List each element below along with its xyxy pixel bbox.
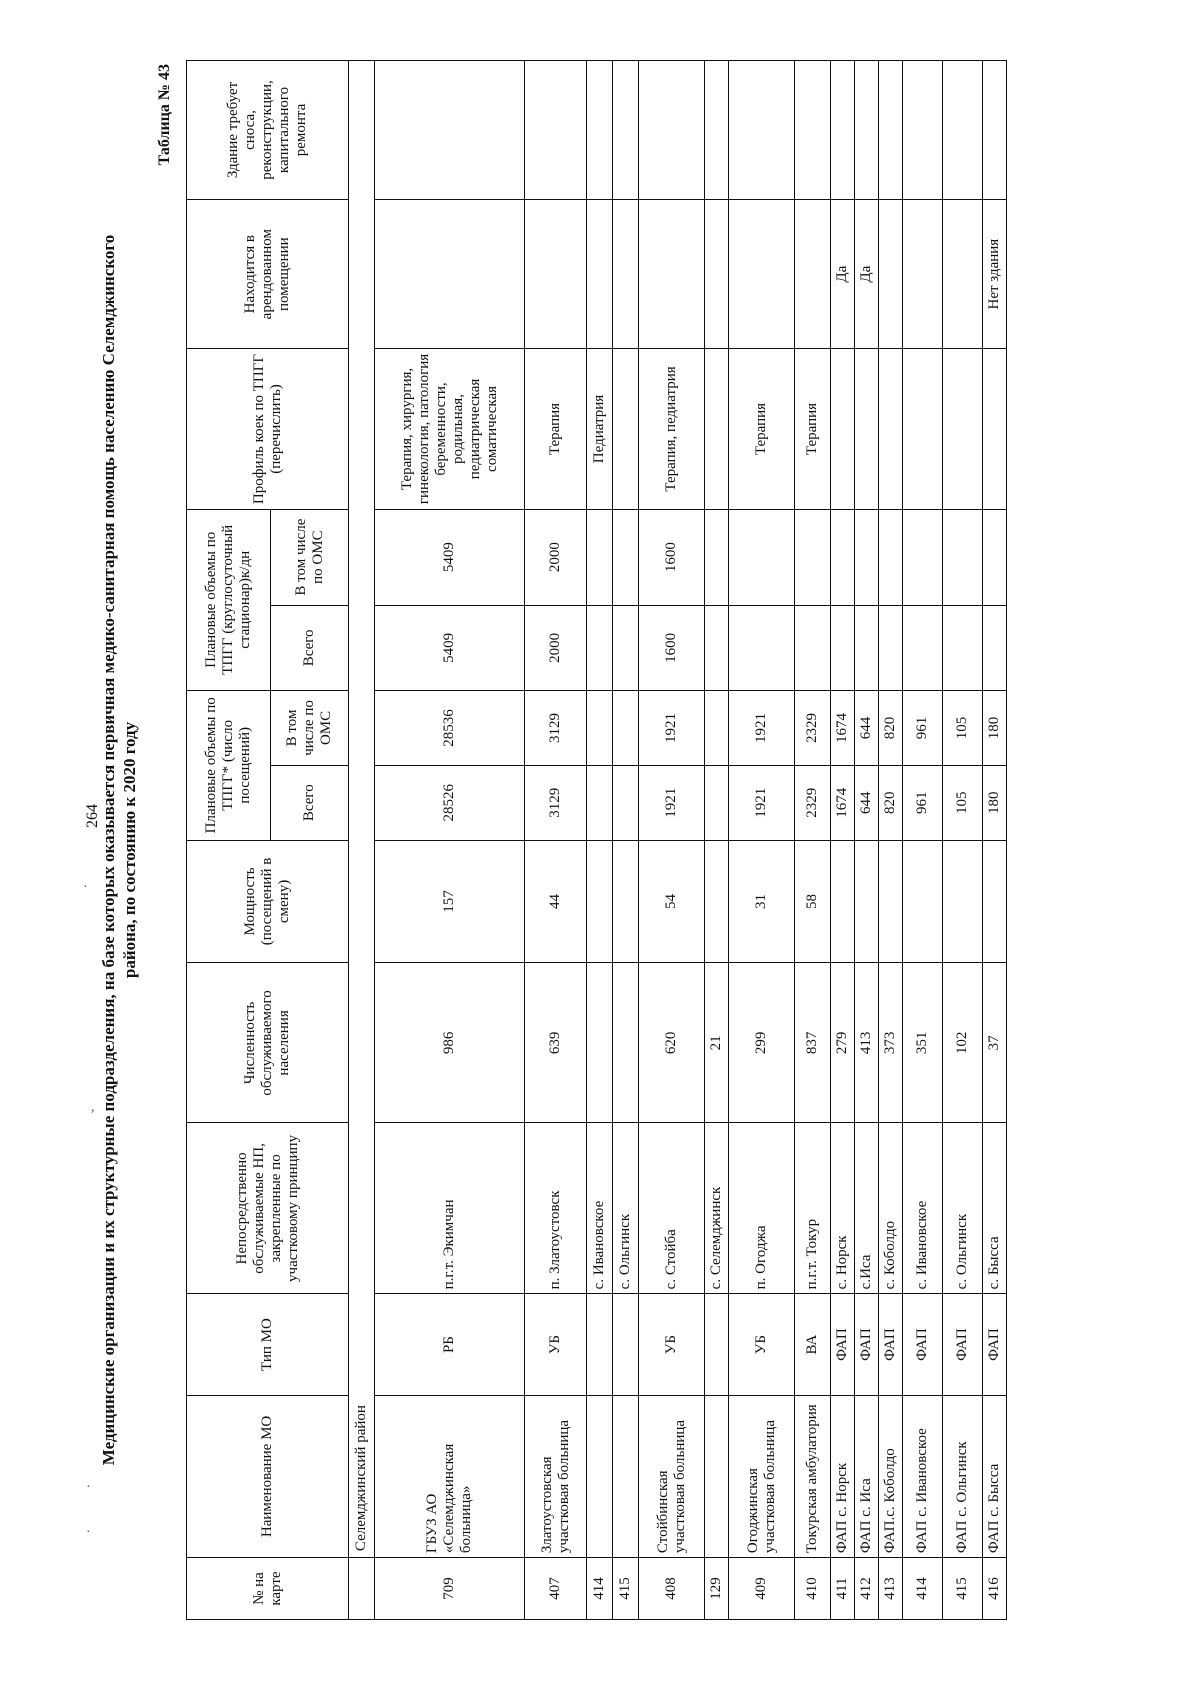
np-cell: п. Огоджа	[729, 1123, 795, 1294]
profile-cell	[879, 349, 903, 509]
type-cell: УБ	[639, 1294, 705, 1395]
visits-total-cell: 1921	[639, 765, 705, 840]
stray-mark: ·	[83, 880, 88, 895]
rented-cell	[639, 199, 705, 348]
beds-oms-cell: 5409	[375, 509, 525, 605]
visits-oms-cell: 105	[943, 691, 983, 766]
num-cell: 414	[587, 1558, 613, 1620]
population-cell: 299	[729, 963, 795, 1123]
header-beds-total: Всего	[271, 605, 349, 690]
capacity-cell	[983, 840, 1007, 963]
capacity-cell: 44	[525, 840, 587, 963]
population-cell: 620	[639, 963, 705, 1123]
name-cell: ФАП с. Иса	[855, 1395, 879, 1557]
repair-cell	[705, 61, 729, 200]
profile-cell: Терапия	[795, 349, 831, 509]
num-cell: 414	[903, 1558, 943, 1620]
np-cell: с.Иса	[855, 1123, 879, 1294]
table-row	[525, 61, 587, 1620]
title-line-2: района, по состоянию к 2020 году	[120, 721, 139, 979]
np-cell: с. Норск	[831, 1123, 855, 1294]
document-title	[98, 60, 140, 1640]
population-cell	[587, 963, 613, 1123]
table-row	[587, 61, 613, 1620]
visits-total-cell: 3129	[525, 765, 587, 840]
visits-oms-cell: 644	[855, 691, 879, 766]
region-row	[349, 61, 375, 1620]
beds-oms-cell: 1600	[639, 509, 705, 605]
header-profile: Профиль коек по ТПГГ (перечислить)	[187, 349, 349, 509]
np-cell: с. Стойба	[639, 1123, 705, 1294]
visits-total-cell: 28526	[375, 765, 525, 840]
population-cell: 279	[831, 963, 855, 1123]
repair-cell	[639, 61, 705, 200]
beds-oms-cell	[983, 509, 1007, 605]
beds-total-cell	[729, 605, 795, 690]
rented-cell	[705, 199, 729, 348]
repair-cell	[613, 61, 639, 200]
profile-cell: Терапия	[525, 349, 587, 509]
visits-oms-cell: 1674	[831, 691, 855, 766]
repair-cell	[879, 61, 903, 200]
population-cell: 102	[943, 963, 983, 1123]
type-cell: ФАП	[903, 1294, 943, 1395]
num-cell: 409	[729, 1558, 795, 1620]
type-cell: ФАП	[879, 1294, 903, 1395]
type-cell: УБ	[729, 1294, 795, 1395]
name-cell	[705, 1395, 729, 1557]
repair-cell	[525, 61, 587, 200]
name-cell: ФАП с. Ивановское	[903, 1395, 943, 1557]
np-cell: с. Коболдо	[879, 1123, 903, 1294]
repair-cell	[943, 61, 983, 200]
beds-total-cell	[705, 605, 729, 690]
type-cell	[613, 1294, 639, 1395]
name-cell: Огоджинская участковая больница	[729, 1395, 795, 1557]
beds-total-cell	[855, 605, 879, 690]
np-cell: п.г.т. Экимчан	[375, 1123, 525, 1294]
header-repair: Здание требует сноса, реконструкции, капитального ремонта	[187, 61, 349, 200]
header-population: Численность обслуживаемого населения	[187, 963, 349, 1123]
beds-oms-cell	[855, 509, 879, 605]
np-cell: с. Селемджинск	[705, 1123, 729, 1294]
np-cell: с. Бысса	[983, 1123, 1007, 1294]
rented-cell	[587, 199, 613, 348]
rented-cell	[943, 199, 983, 348]
population-cell: 413	[855, 963, 879, 1123]
visits-oms-cell: 28536	[375, 691, 525, 766]
beds-oms-cell	[831, 509, 855, 605]
capacity-cell	[831, 840, 855, 963]
beds-total-cell	[879, 605, 903, 690]
table-row	[983, 61, 1007, 1620]
num-cell: 129	[705, 1558, 729, 1620]
profile-cell	[831, 349, 855, 509]
type-cell	[587, 1294, 613, 1395]
rented-cell	[729, 199, 795, 348]
capacity-cell	[903, 840, 943, 963]
rented-cell	[613, 199, 639, 348]
population-cell: 986	[375, 963, 525, 1123]
rented-cell	[795, 199, 831, 348]
header-visits-oms: В том числе по ОМС	[271, 691, 349, 766]
visits-oms-cell	[705, 691, 729, 766]
header-type: Тип МО	[187, 1294, 349, 1395]
table-row	[855, 61, 879, 1620]
np-cell: п.г.т. Токур	[795, 1123, 831, 1294]
beds-total-cell	[903, 605, 943, 690]
capacity-cell: 157	[375, 840, 525, 963]
capacity-cell: 31	[729, 840, 795, 963]
beds-total-cell: 5409	[375, 605, 525, 690]
beds-oms-cell	[705, 509, 729, 605]
profile-cell	[983, 349, 1007, 509]
page-number: 264	[84, 804, 101, 828]
visits-oms-cell	[587, 691, 613, 766]
header-visits: Плановые объемы по ТПГГ* (число посещений)	[187, 691, 271, 840]
beds-oms-cell	[729, 509, 795, 605]
beds-oms-cell	[587, 509, 613, 605]
name-cell: ФАП с. Ольгинск	[943, 1395, 983, 1557]
capacity-cell	[613, 840, 639, 963]
num-cell: 407	[525, 1558, 587, 1620]
medical-organizations-table	[186, 60, 1007, 1620]
capacity-cell	[943, 840, 983, 963]
visits-oms-cell: 820	[879, 691, 903, 766]
table-row	[879, 61, 903, 1620]
capacity-cell: 58	[795, 840, 831, 963]
num-cell: 416	[983, 1558, 1007, 1620]
type-cell: УБ	[525, 1294, 587, 1395]
title-line-1: Медицинские организации и их структурные подразделения, на базе которых оказывается первичная медико-санитарная помощь населению Селемджинского	[99, 234, 118, 1466]
visits-total-cell	[705, 765, 729, 840]
rented-cell: Да	[831, 199, 855, 348]
num-cell: 709	[375, 1558, 525, 1620]
np-cell: с. Ольгинск	[943, 1123, 983, 1294]
rented-cell	[375, 199, 525, 348]
header-beds-oms: В том числе по ОМС	[271, 509, 349, 605]
header-num: № на карте	[187, 1558, 349, 1620]
population-cell: 37	[983, 963, 1007, 1123]
profile-cell	[613, 349, 639, 509]
table-row	[831, 61, 855, 1620]
table-row	[375, 61, 525, 1620]
population-cell	[613, 963, 639, 1123]
visits-oms-cell: 1921	[729, 691, 795, 766]
num-cell: 408	[639, 1558, 705, 1620]
table-row	[943, 61, 983, 1620]
profile-cell: Терапия, педиатрия	[639, 349, 705, 509]
name-cell: Токурская амбулатория	[795, 1395, 831, 1557]
rented-cell: Нет здания	[983, 199, 1007, 348]
table-row	[795, 61, 831, 1620]
capacity-cell	[705, 840, 729, 963]
visits-oms-cell: 180	[983, 691, 1007, 766]
visits-oms-cell: 1921	[639, 691, 705, 766]
population-cell: 351	[903, 963, 943, 1123]
visits-total-cell: 180	[983, 765, 1007, 840]
population-cell: 639	[525, 963, 587, 1123]
visits-total-cell: 105	[943, 765, 983, 840]
beds-oms-cell	[879, 509, 903, 605]
repair-cell	[729, 61, 795, 200]
profile-cell	[855, 349, 879, 509]
beds-total-cell	[983, 605, 1007, 690]
name-cell: ФАП с. Норск	[831, 1395, 855, 1557]
visits-oms-cell: 961	[903, 691, 943, 766]
population-cell: 837	[795, 963, 831, 1123]
header-np: Непосредственно обслуживаемые НП, закрепленные по участковому принципу	[187, 1123, 349, 1294]
capacity-cell	[879, 840, 903, 963]
profile-cell	[943, 349, 983, 509]
visits-total-cell	[587, 765, 613, 840]
header-capacity: Мощность (посещений в смену)	[187, 840, 349, 963]
header-rented: Находится в арендованном помещении	[187, 199, 349, 348]
rented-cell	[903, 199, 943, 348]
repair-cell	[831, 61, 855, 200]
visits-total-cell: 1674	[831, 765, 855, 840]
repair-cell	[903, 61, 943, 200]
name-cell: Златоустовская участковая больница	[525, 1395, 587, 1557]
profile-cell	[903, 349, 943, 509]
rotated-page	[90, 60, 1170, 1640]
capacity-cell: 54	[639, 840, 705, 963]
visits-total-cell: 961	[903, 765, 943, 840]
repair-cell	[855, 61, 879, 200]
visits-oms-cell: 3129	[525, 691, 587, 766]
type-cell: ФАП	[831, 1294, 855, 1395]
num-cell: 412	[855, 1558, 879, 1620]
beds-total-cell	[831, 605, 855, 690]
header-beds: Плановые объемы по ТПГГ (круглосуточный стационар)к/дн	[187, 509, 271, 691]
type-cell: ВА	[795, 1294, 831, 1395]
np-cell: с. Ивановское	[903, 1123, 943, 1294]
visits-oms-cell: 2329	[795, 691, 831, 766]
population-cell: 21	[705, 963, 729, 1123]
num-cell: 415	[613, 1558, 639, 1620]
profile-cell: Терапия	[729, 349, 795, 509]
beds-total-cell: 1600	[639, 605, 705, 690]
profile-cell: Педиатрия	[587, 349, 613, 509]
table-row	[639, 61, 705, 1620]
visits-total-cell: 2329	[795, 765, 831, 840]
type-cell	[705, 1294, 729, 1395]
name-cell	[613, 1395, 639, 1557]
profile-cell: Терапия, хирургия, гинекология, патология беременности, родильная, педиатрическая соматическая	[375, 349, 525, 509]
beds-total-cell	[795, 605, 831, 690]
table-row	[613, 61, 639, 1620]
beds-total-cell	[943, 605, 983, 690]
region-num-cell	[349, 1558, 375, 1620]
visits-total-cell: 820	[879, 765, 903, 840]
beds-oms-cell: 2000	[525, 509, 587, 605]
visits-total-cell	[613, 765, 639, 840]
table-row	[903, 61, 943, 1620]
capacity-cell	[587, 840, 613, 963]
type-cell: ФАП	[855, 1294, 879, 1395]
beds-oms-cell	[943, 509, 983, 605]
name-cell: ФАП.с. Коболдо	[879, 1395, 903, 1557]
name-cell	[587, 1395, 613, 1557]
beds-total-cell	[587, 605, 613, 690]
repair-cell	[983, 61, 1007, 200]
profile-cell	[705, 349, 729, 509]
beds-oms-cell	[795, 509, 831, 605]
np-cell: с. Ивановское	[587, 1123, 613, 1294]
table-label: Таблица № 43	[156, 64, 173, 166]
num-cell: 413	[879, 1558, 903, 1620]
type-cell: ФАП	[943, 1294, 983, 1395]
table-row	[705, 61, 729, 1620]
stray-mark: ·	[86, 1525, 91, 1540]
capacity-cell	[855, 840, 879, 963]
repair-cell	[795, 61, 831, 200]
region-label: Селемджинский район	[349, 61, 375, 1558]
rented-cell	[525, 199, 587, 348]
name-cell: Стойбинская участковая больница	[639, 1395, 705, 1557]
table-header	[187, 61, 349, 1620]
header-name: Наименование МО	[187, 1395, 349, 1557]
type-cell: РБ	[375, 1294, 525, 1395]
beds-total-cell	[613, 605, 639, 690]
np-cell: п. Златоустовск	[525, 1123, 587, 1294]
visits-total-cell: 1921	[729, 765, 795, 840]
visits-oms-cell	[613, 691, 639, 766]
repair-cell	[375, 61, 525, 200]
header-visits-total: Всего	[271, 765, 349, 840]
beds-oms-cell	[613, 509, 639, 605]
rented-cell: Да	[855, 199, 879, 348]
rented-cell	[879, 199, 903, 348]
beds-total-cell: 2000	[525, 605, 587, 690]
table-row	[729, 61, 795, 1620]
type-cell: ФАП	[983, 1294, 1007, 1395]
num-cell: 410	[795, 1558, 831, 1620]
name-cell: ФАП с. Бысса	[983, 1395, 1007, 1557]
stray-mark: ·	[86, 1480, 91, 1495]
visits-total-cell: 644	[855, 765, 879, 840]
population-cell: 373	[879, 963, 903, 1123]
stray-mark: ,	[91, 1100, 95, 1115]
num-cell: 415	[943, 1558, 983, 1620]
name-cell: ГБУЗ АО «Селемджинская больница»	[375, 1395, 525, 1557]
table-body	[349, 61, 1007, 1620]
repair-cell	[587, 61, 613, 200]
num-cell: 411	[831, 1558, 855, 1620]
np-cell: с. Ольгинск	[613, 1123, 639, 1294]
beds-oms-cell	[903, 509, 943, 605]
